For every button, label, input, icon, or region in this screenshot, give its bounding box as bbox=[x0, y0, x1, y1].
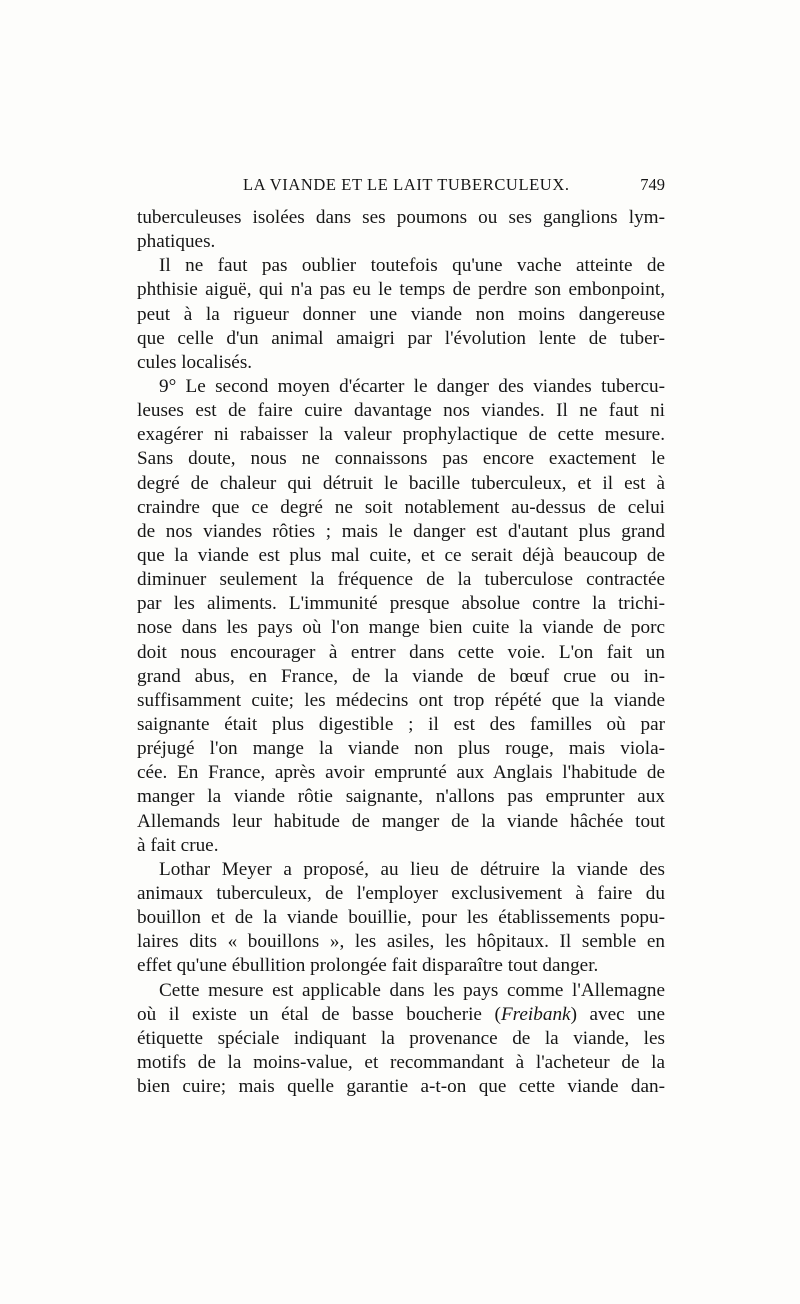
text-line: manger la viande rôtie saignante, n'allons pas emprunter aux bbox=[137, 786, 665, 808]
text-line: doit nous encourager à entrer dans cette voie. L'on fait un bbox=[137, 641, 665, 663]
paragraph bbox=[137, 375, 665, 858]
body-text bbox=[137, 206, 665, 1099]
text-line: étiquette spéciale indiquant la provenance de la viande, les bbox=[137, 1027, 665, 1049]
paragraph bbox=[137, 858, 665, 979]
text-line: Cette mesure est applicable dans les pays comme l'Allemagne bbox=[159, 979, 665, 1001]
text-line: craindre que ce degré ne soit notablement au-dessus de celui bbox=[137, 496, 665, 518]
text-line: préjugé l'on mange la viande non plus rouge, mais viola- bbox=[137, 738, 665, 760]
text-line: tuberculeuses isolées dans ses poumons ou ses ganglions lym- bbox=[137, 207, 665, 228]
text-line: nose dans les pays où l'on mange bien cuite la viande de porc bbox=[137, 617, 665, 639]
text-line: Allemands leur habitude de manger de la viande hâchée tout bbox=[137, 810, 665, 832]
text-line: que celle d'un animal amaigri par l'évolution lente de tuber- bbox=[137, 327, 665, 349]
text-line: cules localisés. bbox=[137, 351, 253, 373]
text-line: Lothar Meyer a proposé, au lieu de détruire la viande des bbox=[159, 858, 665, 880]
text-line: grand abus, en France, de la viande de bœuf crue ou in- bbox=[137, 665, 665, 687]
running-head bbox=[137, 175, 665, 199]
running-title: LA VIANDE ET LE LAIT TUBERCULEUX. bbox=[243, 175, 570, 194]
text-line: laires dits « bouillons », les asiles, les hôpitaux. Il semble en bbox=[137, 931, 665, 953]
text-line: motifs de la moins-value, et recommandant à l'acheteur de la bbox=[137, 1051, 665, 1073]
text-line: à fait crue. bbox=[137, 834, 219, 856]
text-line: suffisamment cuite; les médecins ont trop répété que la viande bbox=[137, 689, 665, 711]
text-line: que la viande est plus mal cuite, et ce serait déjà beaucoup de bbox=[137, 544, 665, 566]
paragraph bbox=[137, 979, 665, 1100]
text-line: degré de chaleur qui détruit le bacille tuberculeux, et il est à bbox=[137, 472, 665, 494]
paragraph bbox=[137, 254, 665, 375]
paragraph bbox=[137, 206, 665, 254]
text-line: bouillon et de la viande bouillie, pour les établissements popu- bbox=[137, 907, 665, 929]
text-line: animaux tuberculeux, de l'employer exclusivement à faire du bbox=[137, 882, 665, 904]
text-line: diminuer seulement la fréquence de la tuberculose contractée bbox=[137, 569, 665, 591]
text-line: peut à la rigueur donner une viande non moins dangereuse bbox=[137, 303, 665, 325]
text-line: 9° Le second moyen d'écarter le danger des viandes tubercu- bbox=[159, 375, 665, 397]
text-line: cée. En France, après avoir emprunté aux Anglais l'habitude de bbox=[137, 762, 665, 784]
text-line: de nos viandes rôties ; mais le danger est d'autant plus grand bbox=[137, 520, 665, 542]
text-line: bien cuire; mais quelle garantie a-t-on que cette viande dan- bbox=[137, 1076, 665, 1098]
text-line: leuses est de faire cuire davantage nos viandes. Il ne faut ni bbox=[137, 400, 665, 422]
text-line: effet qu'une ébullition prolongée fait disparaître tout danger. bbox=[137, 955, 599, 977]
text-line: Sans doute, nous ne connaissons pas encore exactement le bbox=[137, 448, 665, 470]
page-number: 749 bbox=[640, 175, 665, 194]
text-line: phthisie aiguë, qui n'a pas eu le temps de perdre son embonpoint, bbox=[137, 279, 665, 301]
text-line: exagérer ni rabaisser la valeur prophylactique de cette mesure. bbox=[137, 424, 665, 446]
text-line: Il ne faut pas oublier toutefois qu'une vache atteinte de bbox=[159, 255, 665, 277]
text-line: où il existe un étal de basse boucherie (Freibank) avec une bbox=[137, 1003, 665, 1025]
text-line: phatiques. bbox=[137, 231, 216, 253]
text-line: par les aliments. L'immunité presque absolue contre la trichi- bbox=[137, 593, 665, 615]
text-line: saignante était plus digestible ; il est des familles où par bbox=[137, 713, 665, 735]
